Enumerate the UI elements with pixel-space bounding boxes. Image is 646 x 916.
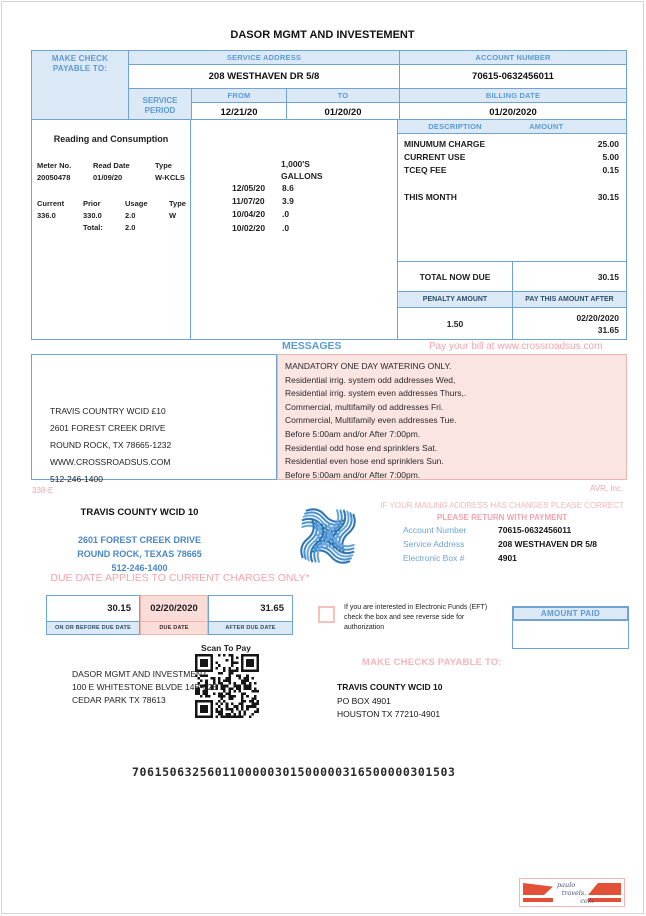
scan-to-pay-label: Scan To Pay [201,643,251,653]
to-header: TO [287,89,399,102]
due-date-box: 02/20/2020 DUE DATE [140,595,208,635]
page-title: DASOR MGMT AND INVESTEMENT [230,29,415,41]
messages-label: MESSAGES [282,340,342,352]
district-address-box [31,354,277,484]
field-row: Account Number 70615-0632456011 [403,525,572,535]
account-number-header: ACCOUNT NUMBER [400,51,626,64]
field-row: Electronic Box # 4901 [403,552,517,563]
charge-row: TCEQ FEE 0.15 [404,165,619,176]
usage-history-section [191,120,397,339]
due-date-note: DUE DATE APPLIES TO CURRENT CHARGES ONLY* [50,572,310,584]
logo-left-bar [523,898,553,902]
billing-date-value: 01/20/2020 [400,103,626,122]
usage-value-row: 336.0 330.0 2.0 W [37,211,177,220]
service-address-header: SERVICE ADDRESS [129,51,399,64]
meter-header-row: Meter No. Read Date Type [37,161,172,170]
paulo-travels-logo [519,878,625,907]
amount-paid-box [512,606,629,649]
this-month-row: THIS MONTH 30.15 [404,191,619,202]
history-row: 12/05/20 8.6 [232,183,294,193]
remit-account-fields [403,524,597,565]
pay-after-cell: 02/20/2020 31.65 [513,308,626,339]
due-amount-boxes [46,595,293,635]
payee-address: TRAVIS COUNTY WCID 10 PO BOX 4901 HOUSTON TX 77210-4901 [337,682,443,719]
amount-paid-entry[interactable] [512,621,629,649]
make-checks-payable-label: MAKE CHECKS PAYABLE TO: [362,657,502,668]
total-now-due-row: TOTAL NOW DUE 30.15 [398,262,626,291]
service-period-cell: SERVICE PERIOD [129,89,191,122]
mailing-address-notice: IF YOUR MAILING ADDRESS HAS CHANGES PLEASE CORRECT PLEASE RETURN WITH PAYMENT [380,501,624,522]
usage-header-row: Current Prior Usage Type [37,199,186,208]
service-address-value: 208 WESTHAVEN DR 5/8 [129,65,399,88]
make-check-cell [32,51,128,122]
form-code: 338-E [32,486,54,495]
history-row: 10/02/20 .0 [232,222,290,233]
history-row: 10/04/20 .0 [232,209,290,220]
remit-district-address: 2601 FOREST CREEK DRIVE ROUND ROCK, TEXAS 78665 512-246-1400 [77,535,202,573]
remit-district-block [32,507,247,575]
after-due-box: 31.65 AFTER DUE DATE [208,595,293,635]
from-header: FROM [192,89,286,102]
logo-text: paulo travels. com [557,881,594,905]
bill-page [1,1,644,914]
pay-online-note: Pay your bill at www.crossroadsus.com [429,341,603,352]
charges-list [398,134,626,261]
field-row: Service Address 208 WESTHAVEN DR 5/8 [403,538,598,549]
main-table [31,119,627,340]
district-address: TRAVIS COUNTRY WCID £10 2601 FOREST CREEK DRIVE ROUND ROCK, TX 78665-1232 WWW.CROSSROADSUS.COM 512-246-1400 [50,406,172,484]
from-value: 12/21/20 [192,103,286,122]
account-number-value: 70615-0632456011 [400,65,626,88]
ocr-scan-line: 7061506325601100000301500000316500000301503 [132,765,456,779]
charge-row: CURRENT USE 5.00 [404,152,619,163]
reading-title: Reading and Consumption [53,134,169,144]
usage-history-rows [232,182,294,235]
remit-district-name: TRAVIS COUNTY WCID 10 [80,507,199,518]
eft-instructions: If you are interested in Electronic Funds (EFT) check the box and see reverse side for authorization [344,604,488,631]
penalty-header-row: PENALTY AMOUNT PAY THIS AMOUNT AFTER [398,292,626,307]
charges-header: DESCRIPTION AMOUNT [398,120,626,133]
amount-paid-label: AMOUNT PAID [512,606,629,621]
before-due-box: 30.15 ON OR BEFORE DUE DATE [46,595,140,635]
charge-row: MINUMUM CHARGE 25.00 [404,139,619,149]
messages-box: MANDATORY ONE DAY WATERING ONLY. Residential irrig. system odd addresses Wed, Residential irrig. system even addresses Thurs,. Commercial, multifamily od addresses Fri. Commercial, Multifamily even addresses Tue. Before 5:00am and/or After 7:00pm. Residential odd hose end sprinklers Sat. Residential even hose end sprinklers Sun. Before 5:00am and/or After 7:00pm. [277,354,627,480]
usage-total-row: Total: 2.0 [83,223,136,232]
eft-checkbox[interactable] [318,606,335,623]
usage-unit-label: 1,000'S GALLONS [281,159,323,181]
penalty-value-row: 1.50 02/20/2020 31.65 [398,308,626,339]
logo-left-shape [523,883,553,895]
billing-date-header: BILLING DATE [400,89,626,102]
make-check-label: MAKE CHECK PAYABLE TO: [51,54,109,73]
history-row: 11/07/20 3.9 [232,196,294,207]
sender-address: DASOR MGMT AND INVESTMENT 100 E WHITESTONE BLVDE 14B-32B CEDAR PARK TX 78613 [72,669,219,705]
utility-swirl-logo-icon [294,502,362,570]
vendor-label: AVR, Inc. [590,484,624,493]
to-value: 01/20/20 [287,103,399,122]
header-table [31,50,627,123]
reading-consumption-section [32,120,190,339]
meter-value-row: 20050478 01/09/20 W-KCLS [37,173,185,182]
